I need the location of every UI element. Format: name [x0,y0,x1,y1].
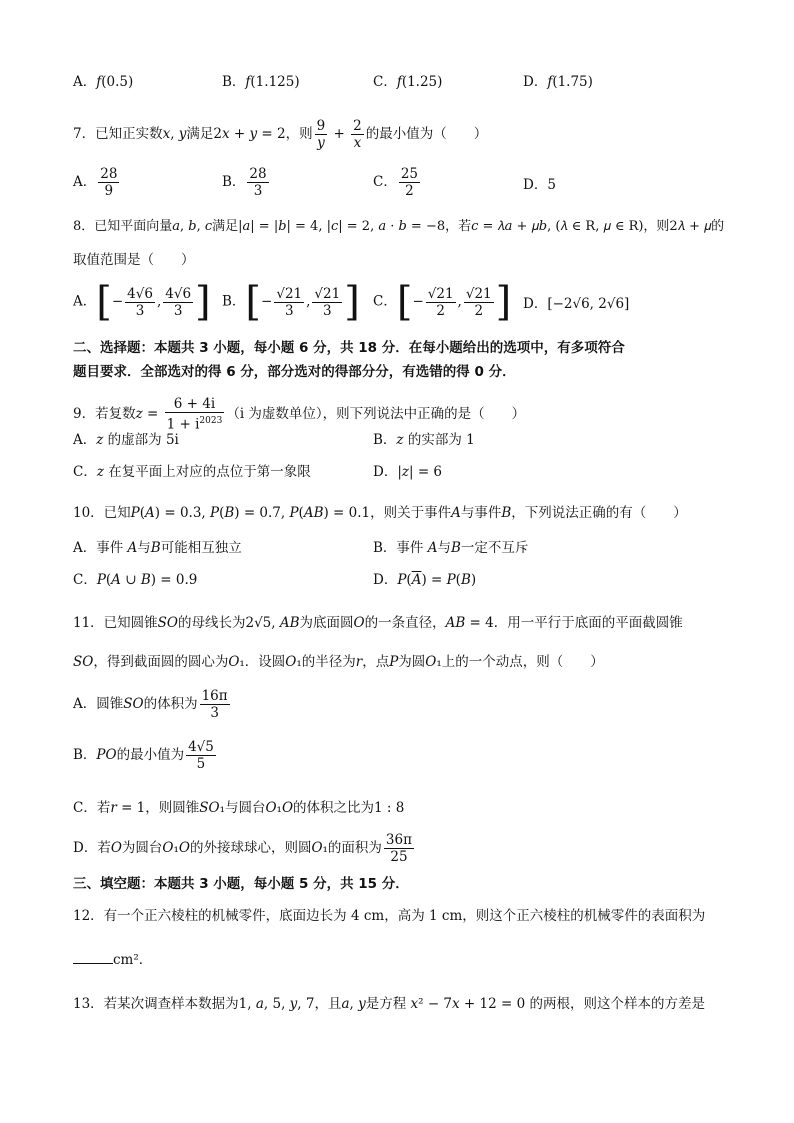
q8-option-c[interactable]: C．[− $\frac{√21}{2}$ , $\frac{√21}{2}$ ] [373,279,512,325]
q8-a-left-bracket: [ [96,279,112,325]
q7-b-num: 28 [249,166,267,182]
q8-stem-line1: 8．已知平面向量𝑎, 𝑏, 𝑐满足|𝑎| = |𝑏| = 4, |𝑐| = 2, 𝑎 · 𝑏 = −8，若𝑐 = 𝜆𝑎 + 𝜇𝑏, (𝜆 ∈ R, 𝜇 ∈ R)，则2𝜆 + 𝜇的 [73,219,725,234]
q11-a-den: 3 [210,705,219,721]
q11-a-pre: A．圆锥𝑆𝑂的体积为 [73,696,198,712]
q7-c-num: 25 [400,166,419,182]
q7-fraction-1 [315,118,328,151]
q7-option-c[interactable] [373,166,422,199]
q7-option-b[interactable] [222,166,271,199]
q7-option-d[interactable]: D．5 [523,177,556,193]
q8-b-n1: √21 [276,285,303,302]
q8-a-right-bracket: ] [195,279,211,325]
q8-c-d2: 2 [474,302,484,319]
q8-c-n1: √21 [427,285,454,302]
q7-stem-post: 的最小值为（ ） [365,126,488,142]
q8-c-frac1 [426,286,456,319]
q8-b-left-bracket: [ [245,279,262,325]
q9-option-c[interactable]: C．𝑧 在复平面上对应的点位于第一象限 [73,464,311,480]
q11-option-a[interactable] [73,688,232,721]
q11-option-c[interactable]: C．若𝑟 = 1，则圆锥𝑆𝑂₁与圆台𝑂₁𝑂的体积之比为1 : 8 [73,800,405,816]
q7-fraction-2 [351,118,364,151]
q11-b-fraction [186,739,216,772]
q11-option-b[interactable] [73,739,218,772]
q8-b-frac1 [274,286,304,319]
q8-c-label: C． [373,293,397,310]
q7-c-den: 2 [405,183,414,199]
q8-a-n2: 4√6 [165,285,192,302]
q8-a-d1: 3 [135,302,145,319]
q6-option-a[interactable]: A．𝑓(0.5) [73,74,134,90]
q8-b-label: B． [222,293,246,310]
q11-a-fraction [200,688,230,721]
q7-a-label: A． [73,174,97,190]
q8-option-a[interactable]: A．[− $\frac{4√6}{3}$ , $\frac{4√6}{3}$ ] [73,279,211,325]
q7-plus: + [329,126,350,142]
q8-a-d2: 3 [173,302,183,319]
q11-stem-line2: 𝑆𝑂，得到截面圆的圆心为𝑂₁．设圆𝑂₁的半径为𝑟，点𝑃为圆𝑂₁上的一个动点，则（ ） [73,654,604,670]
q8-option-d[interactable]: D．[−2√6, 2√6] [523,296,630,312]
q7-f1-num: 9 [316,118,326,134]
q9-num: 6 + 4i [165,396,225,413]
q9-option-b[interactable]: B．𝑧 的实部为 1 [373,432,475,448]
q10-d-post: ) = 𝑃(𝐵) [421,572,477,588]
q12-answer-line [73,950,152,970]
q9-stem [73,396,525,433]
q7-f2-den: 𝑥 [353,135,362,151]
q8-b-frac2 [312,286,342,319]
q6-option-b[interactable]: B．𝑓(1.125) [222,74,300,90]
q12-stem: 12．有一个正六棱柱的机械零件，底面边长为 4 cm，高为 1 cm，则这个正六棱柱的机械零件的表面积为 [73,908,706,924]
q10-option-b[interactable]: B．事件 𝐴与𝐵一定不互斥 [373,540,529,556]
q11-a-num: 16π [201,688,228,704]
q11-d-num: 36π [385,832,412,848]
q11-b-den: 5 [196,756,206,772]
q8-option-b[interactable]: B．[− $\frac{√21}{3}$ , $\frac{√21}{3}$ ] [222,279,360,325]
q9-stem-pre: 9．若复数𝑧 = [73,405,163,422]
q8-c-right-bracket: ] [495,279,512,325]
q8-b-right-bracket: ] [344,279,360,325]
q8-stem-line2: 取值范围是（ ） [73,252,195,268]
q11-option-d[interactable] [73,832,416,865]
q11-b-num: 4√5 [188,739,214,755]
q8-b-d2: 3 [323,302,332,319]
q6-option-c[interactable]: C．𝑓(1.25) [373,74,443,90]
section2-heading-line2: 题目要求．全部选对的得 6 分，部分选对的得部分分，有选错的得 0 分． [73,364,516,380]
q12-unit: cm²． [113,952,153,968]
q7-a-fraction [98,166,119,199]
q10-option-a[interactable]: A．事件 𝐴与𝐵可能相互独立 [73,540,242,556]
q7-f1-den: 𝑦 [317,135,325,151]
q8-a-frac1 [125,286,155,319]
q11-b-pre: B．𝑃𝑂的最小值为 [73,747,185,763]
q9-den-exp: 2023 [199,416,223,426]
q7-b-label: B． [222,174,246,190]
q9-fraction [165,396,225,433]
q8-a-frac2 [163,286,193,319]
q8-a-n1: 4√6 [127,285,153,302]
q7-b-fraction [247,166,268,199]
q8-b-d1: 3 [284,302,294,319]
q11-d-fraction [384,832,414,865]
q7-f2-num: 2 [353,118,362,134]
q9-den-base: 1 + i [166,416,200,433]
q7-a-den: 9 [104,183,114,199]
q8-c-d1: 2 [436,302,445,319]
q7-c-label: C． [373,174,397,190]
q8-c-frac2 [464,286,494,319]
q11-d-pre: D．若𝑂为圆台𝑂₁𝑂的外接球球心，则圆𝑂₁的面积为 [73,840,382,856]
q10-d-complement: 𝐴 [411,572,422,588]
section2-heading-line1: 二、选择题：本题共 3 小题，每小题 6 分，共 18 分．在每小题给出的选项中，有多项符合 [73,340,625,356]
section3-heading: 三、填空题：本题共 3 小题，每小题 5 分，共 15 分． [73,876,409,892]
q9-stem-post: （i 为虚数单位），则下列说法中正确的是（ ） [226,405,526,422]
q10-option-d[interactable] [373,570,476,590]
q7-b-den: 3 [253,183,263,199]
q6-option-d[interactable]: D．𝑓(1.75) [523,74,593,90]
q7-stem [73,118,487,151]
q7-stem-pre: 7．已知正实数𝑥, 𝑦满足2𝑥 + 𝑦 = 2，则 [73,126,313,142]
q7-option-a[interactable] [73,166,121,199]
q13-stem: 13．若某次调查样本数据为1, 𝑎, 5, 𝑦, 7，且𝑎, 𝑦是方程 𝑥² − 7𝑥 + 12 = 0 的两根，则这个样本的方差是 [73,996,705,1012]
q10-stem: 10．已知𝑃(𝐴) = 0.3, 𝑃(𝐵) = 0.7, 𝑃(𝐴𝐵) = 0.1，则关于事件𝐴与事件𝐵，下列说法正确的有（ ） [73,505,687,521]
q8-b-n2: √21 [314,285,341,302]
q9-option-d[interactable]: D．|𝑧| = 6 [373,464,443,480]
q9-option-a[interactable]: A．𝑧 的虚部为 5i [73,432,179,448]
q8-c-n2: √21 [465,285,492,302]
q10-option-c[interactable]: C．𝑃(𝐴 ∪ 𝐵) = 0.9 [73,572,198,588]
q7-c-fraction [399,166,420,199]
q11-stem-line1: 11．已知圆锥𝑆𝑂的母线长为2√5, 𝐴𝐵为底面圆𝑂的一条直径，𝐴𝐵 = 4．用一平行于底面的平面截圆锥 [73,615,683,631]
q8-c-left-bracket: [ [396,279,413,325]
q7-a-num: 28 [100,166,118,182]
q8-a-label: A． [73,293,97,310]
q11-d-den: 25 [390,849,408,865]
q10-d-pre: D．𝑃( [373,572,412,588]
q12-answer-blank[interactable] [73,951,113,964]
